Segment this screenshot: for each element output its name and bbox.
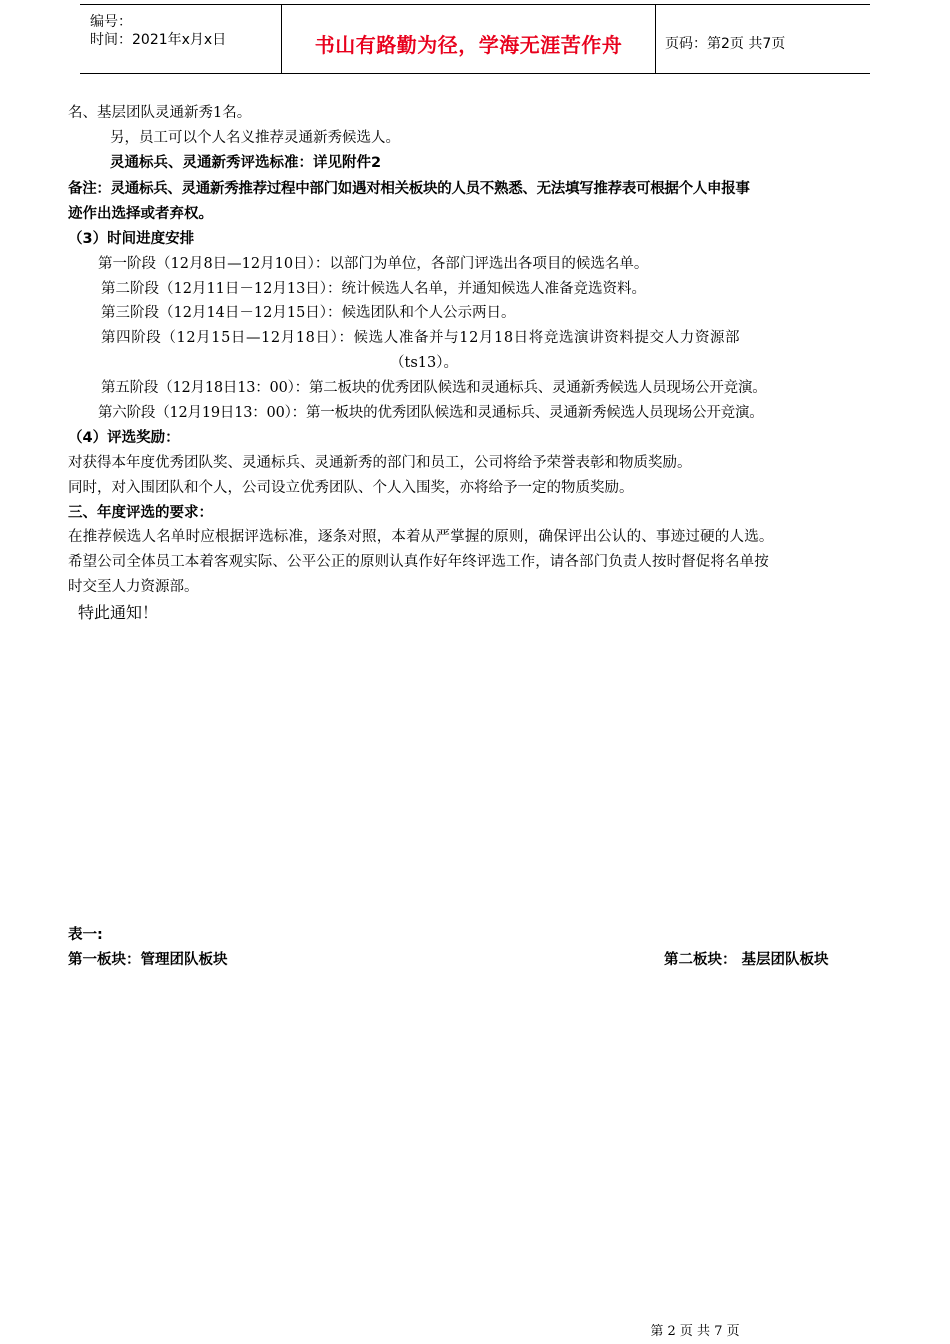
header-motto-cell xyxy=(281,5,656,73)
body-line: 名、基层团队灵通新秀1名。 xyxy=(68,105,252,121)
section-heading: 三、年度评选的要求： xyxy=(68,505,213,521)
remark-line: 迹作出选择或者弃权。 xyxy=(68,206,213,222)
block-two-title: 第二板块： 基层团队板块 xyxy=(664,952,829,968)
body-line: 同时，对入围团队和个人，公司设立优秀团队、个人入围奖，亦将给予一定的物质奖励。 xyxy=(68,480,634,496)
criteria-line: 灵通标兵、灵通新秀评选标准：详见附件2 xyxy=(110,155,382,171)
schedule-line: 第二阶段（12月11日－12月13日）：统计候选人名单，并通知候选人准备竞选资料。 xyxy=(101,281,647,297)
body-line: 希望公司全体员工本着客观实际、公平公正的原则认真作好年终评选工作，请各部门负责人按时督促将名单按 xyxy=(68,554,769,570)
body-line: 在推荐候选人名单时应根据评选标准，逐条对照，本着从严掌握的原则，确保评出公认的、事迹过硬的人选。 xyxy=(68,529,774,545)
body-line: 另，员工可以个人名义推荐灵通新秀候选人。 xyxy=(110,130,400,146)
header-page-number: 页码：第2页 共7页 xyxy=(665,36,786,52)
schedule-line: 第五阶段（12月18日13：00）：第二板块的优秀团队候选和灵通标兵、灵通新秀候选人员现场公开竞演。 xyxy=(101,380,767,396)
remark-line: 备注：灵通标兵、灵通新秀推荐过程中部门如遇对相关板块的人员不熟悉、无法填写推荐表可根据个人申报事 xyxy=(68,181,750,197)
header-motto: 书山有路勤为径，学海无涯苦作舟 xyxy=(314,33,623,57)
page-footer: 第 2 页 共 7 页 xyxy=(650,1324,740,1339)
schedule-line: 第四阶段（12月15日—12月18日）：候选人准备并与12月18日将竞选演讲资料提交人力资源部 xyxy=(101,330,741,346)
block-one-title: 第一板块：管理团队板块 xyxy=(68,952,228,968)
body-line: 时交至人力资源部。 xyxy=(68,579,199,595)
document-number-label: 编号： xyxy=(90,14,132,30)
schedule-line: 第三阶段（12月14日－12月15日）：候选团队和个人公示两日。 xyxy=(101,305,516,321)
closing-line: 特此通知！ xyxy=(78,603,159,622)
header-info-cell xyxy=(80,5,280,73)
schedule-line: 第六阶段（12月19日13：00）：第一板块的优秀团队候选和灵通标兵、灵通新秀候选人员现场公开竞演。 xyxy=(98,405,764,421)
section-heading: （3）时间进度安排 xyxy=(68,231,195,247)
document-time-label: 时间：2021年x月x日 xyxy=(90,32,227,48)
table-label: 表一: xyxy=(68,927,103,943)
schedule-line: （ts13）。 xyxy=(390,355,458,371)
section-heading: （4）评选奖励： xyxy=(68,430,180,446)
document-header xyxy=(80,4,870,74)
schedule-line: 第一阶段（12月8日—12月10日）：以部门为单位，各部门评选出各项目的候选名单。 xyxy=(98,256,649,272)
header-page-cell xyxy=(655,5,870,73)
body-line: 对获得本年度优秀团队奖、灵通标兵、灵通新秀的部门和员工，公司将给予荣誉表彰和物质奖励。 xyxy=(68,455,692,471)
